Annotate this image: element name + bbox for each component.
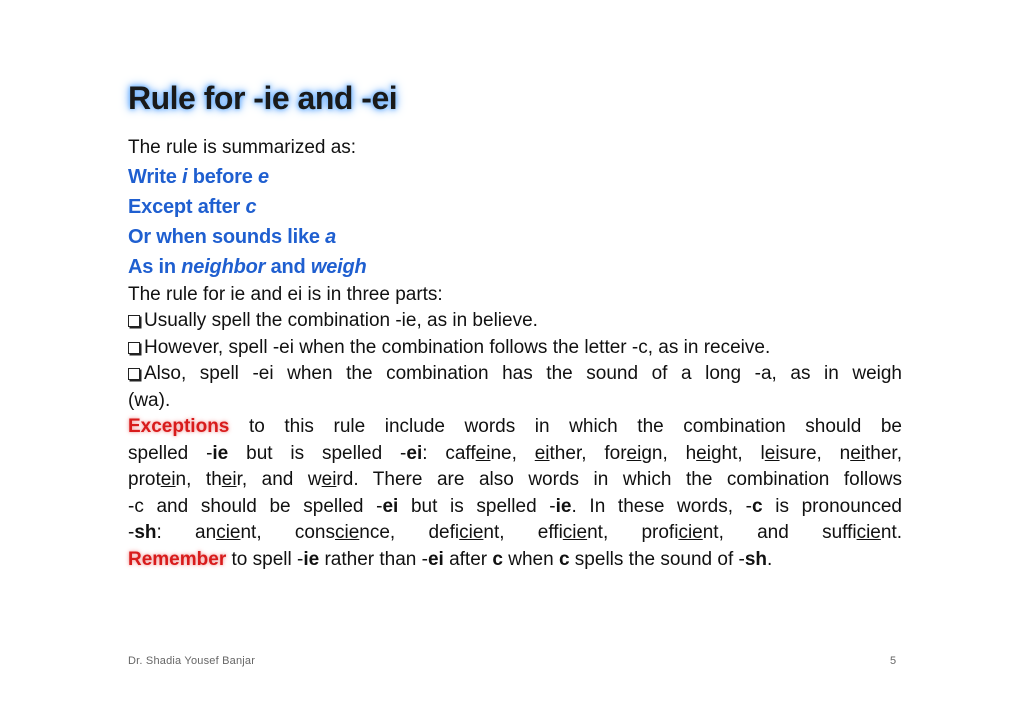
footer-author: Dr. Shadia Yousef Banjar	[128, 655, 256, 667]
remember-paragraph: Remember to spell -ie rather than -ei after c when c spells the sound of -sh.	[128, 548, 773, 570]
checkbox-bullet-icon	[128, 342, 140, 354]
remember-label: Remember	[128, 548, 227, 570]
parts-intro: The rule for ie and ei is in three parts:	[128, 283, 443, 305]
page-number: 5	[890, 655, 897, 667]
mnemonic-line-1: Write i before e	[128, 165, 269, 188]
checkbox-bullet-icon	[128, 368, 140, 380]
bullet-item-cont: (wa).	[128, 389, 171, 411]
exceptions-label: Exceptions	[128, 416, 230, 437]
exceptions-paragraph: Exceptions to this rule include words in which the combination should be	[128, 416, 902, 437]
slide-body: The rule is summarized as: Write i before e Except after c Or when sounds like a As in neighbor and weigh The rule for ie and ei is in three parts: Usually spell the combination -ie, as in believe. However, spell -ei when the combination follows the letter -c, as in receive. Also, spell -ei when the combination has the sound of a long -a, as in weigh (wa). Exceptions to this rule include words in which the combination should be spelled -ie but is spelled -ei: caffeine, either, foreign, height, leisure, neither, protein, their, and weird. There are also words in which the combination follows -c and should be spelled -ei but is spelled -ie. In these words, -c is pronounced -sh: ancient, conscience, deficient, efficient, proficient, and sufficient. Remember to spell -ie rather than -ei after c when c spells the sound of -sh.	[128, 135, 902, 573]
mnemonic-line-2: Except after c	[128, 195, 257, 218]
bullet-item: However, spell -ei when the combination follows the letter -c, as in receive.	[128, 335, 902, 362]
checkbox-bullet-icon	[128, 315, 140, 327]
bullet-item: Also, spell -ei when the combination has the sound of a long -a, as in weigh	[128, 361, 902, 388]
slide-title: Rule for -ie and -ei	[128, 80, 398, 116]
intro-text: The rule is summarized as:	[128, 137, 357, 158]
mnemonic-line-4: As in neighbor and weigh	[128, 255, 367, 278]
bullet-item: Usually spell the combination -ie, as in believe.	[128, 308, 902, 335]
mnemonic-line-3: Or when sounds like a	[128, 225, 337, 248]
